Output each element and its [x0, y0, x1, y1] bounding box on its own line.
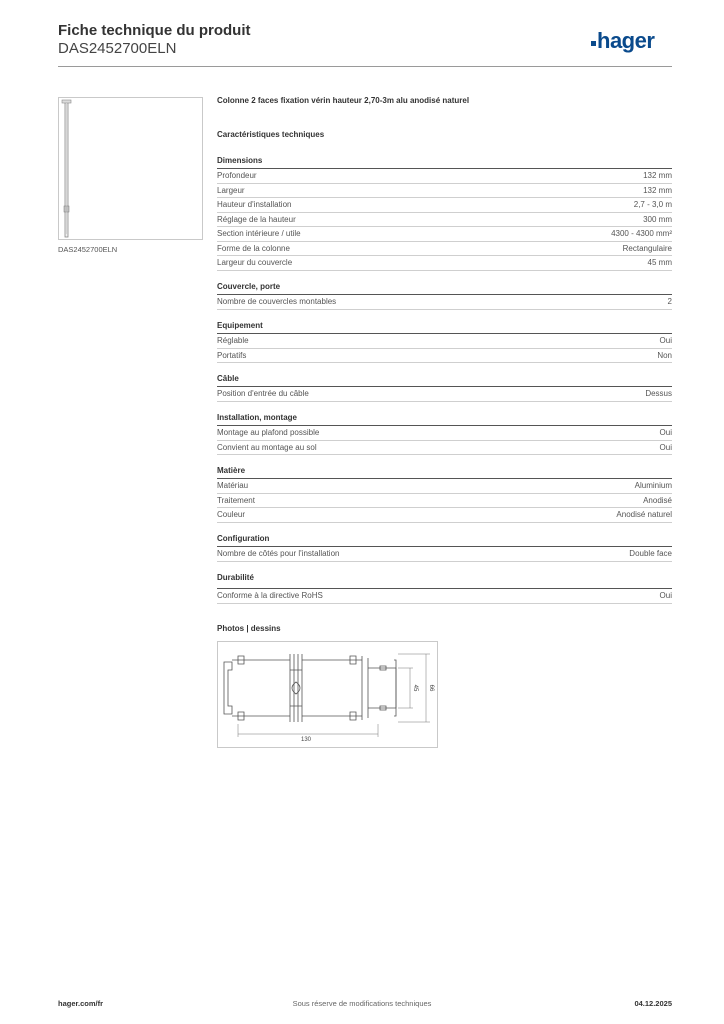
dimension-width-label: 130: [300, 737, 312, 743]
spec-label: Traitement: [217, 495, 255, 505]
section-title-cover: Couvercle, porte: [217, 282, 281, 291]
technical-characteristics-heading: Caractéristiques techniques: [217, 130, 325, 139]
spec-value: Non: [657, 350, 672, 360]
page-title: Fiche technique du produit: [58, 22, 251, 39]
dimension-height-label: 66: [428, 684, 434, 692]
section-title-cable: Câble: [217, 374, 239, 383]
spec-value: 4300 - 4300 mm²: [611, 229, 672, 238]
spec-value: Rectangulaire: [622, 243, 672, 253]
spec-label: Réglage de la hauteur: [217, 214, 296, 224]
spec-row: [217, 242, 672, 257]
cross-section-drawing: [218, 642, 437, 747]
spec-row: [217, 256, 672, 271]
spec-value: Oui: [659, 336, 672, 345]
spec-row: [217, 295, 672, 310]
footer-website-link[interactable]: hager.com/fr: [58, 999, 104, 1008]
spec-row: [217, 349, 672, 364]
section-title-installation: Installation, montage: [217, 413, 298, 422]
spec-label: Profondeur: [217, 171, 257, 180]
spec-value: Oui: [659, 591, 672, 600]
spec-label: Conforme à la directive RoHS: [217, 591, 323, 600]
logo-square-icon: [591, 41, 596, 46]
spec-row: [217, 198, 672, 213]
spec-value: Double face: [629, 549, 672, 558]
brand-name: hager: [597, 28, 655, 53]
footer-date: 04.12.2025: [634, 999, 672, 1008]
spec-row: [217, 494, 672, 509]
spec-value: Oui: [659, 428, 672, 437]
spec-value: Dessus: [645, 389, 672, 398]
section-title-durability: Durabilité: [217, 573, 254, 582]
column-illustration: [59, 98, 202, 239]
spec-label: Largeur: [217, 185, 245, 195]
spec-label: Nombre de côtés pour l'installation: [217, 549, 340, 558]
spec-label: Portatifs: [217, 350, 247, 360]
product-description: Colonne 2 faces fixation vérin hauteur 2,70-3m alu anodisé naturel: [217, 96, 470, 105]
spec-label: Largeur du couvercle: [217, 258, 293, 267]
spec-row: [217, 227, 672, 242]
spec-label: Forme de la colonne: [217, 243, 290, 253]
spec-row: [217, 213, 672, 228]
technical-drawing: [217, 641, 438, 748]
product-image: [58, 97, 203, 240]
spec-value: 300 mm: [643, 214, 672, 224]
spec-label: Réglable: [217, 336, 249, 345]
dimension-cover-label: 45: [412, 684, 418, 692]
section-title-equipment: Equipement: [217, 321, 263, 330]
spec-value: 45 mm: [647, 258, 672, 267]
spec-row: [217, 169, 672, 184]
spec-row: [217, 547, 672, 562]
brand-logo: [591, 28, 654, 54]
section-title-dimensions: Dimensions: [217, 156, 263, 165]
section-title-material: Matière: [217, 466, 246, 475]
spec-value: 2: [667, 297, 672, 306]
footer-disclaimer: Sous réserve de modifications techniques: [292, 999, 432, 1008]
spec-label: Section intérieure / utile: [217, 229, 301, 238]
spec-label: Matériau: [217, 481, 249, 490]
spec-value: Aluminium: [634, 481, 672, 490]
spec-label: Position d'entrée du câble: [217, 389, 309, 398]
spec-row: [217, 334, 672, 349]
spec-row: [217, 508, 672, 523]
spec-label: Couleur: [217, 510, 246, 519]
spec-label: Nombre de couvercles montables: [217, 297, 337, 306]
spec-value: Oui: [659, 442, 672, 452]
spec-row: [217, 589, 672, 604]
spec-row: [217, 479, 672, 494]
spec-value: Anodisé: [643, 495, 672, 505]
spec-row: [217, 426, 672, 441]
spec-label: Montage au plafond possible: [217, 428, 320, 437]
header-divider: [58, 66, 672, 67]
spec-row: [217, 184, 672, 199]
spec-row: [217, 441, 672, 456]
spec-value: 2,7 - 3,0 m: [633, 200, 672, 209]
spec-label: Convient au montage au sol: [217, 442, 317, 452]
product-image-caption: DAS2452700ELN: [58, 245, 118, 254]
photos-drawings-heading: Photos | dessins: [217, 624, 281, 633]
spec-value: 132 mm: [643, 185, 672, 195]
spec-value: Anodisé naturel: [616, 510, 672, 519]
section-title-configuration: Configuration: [217, 534, 270, 543]
spec-row: [217, 387, 672, 402]
product-code: DAS2452700ELN: [58, 40, 177, 57]
spec-value: 132 mm: [643, 171, 672, 180]
spec-label: Hauteur d'installation: [217, 200, 292, 209]
